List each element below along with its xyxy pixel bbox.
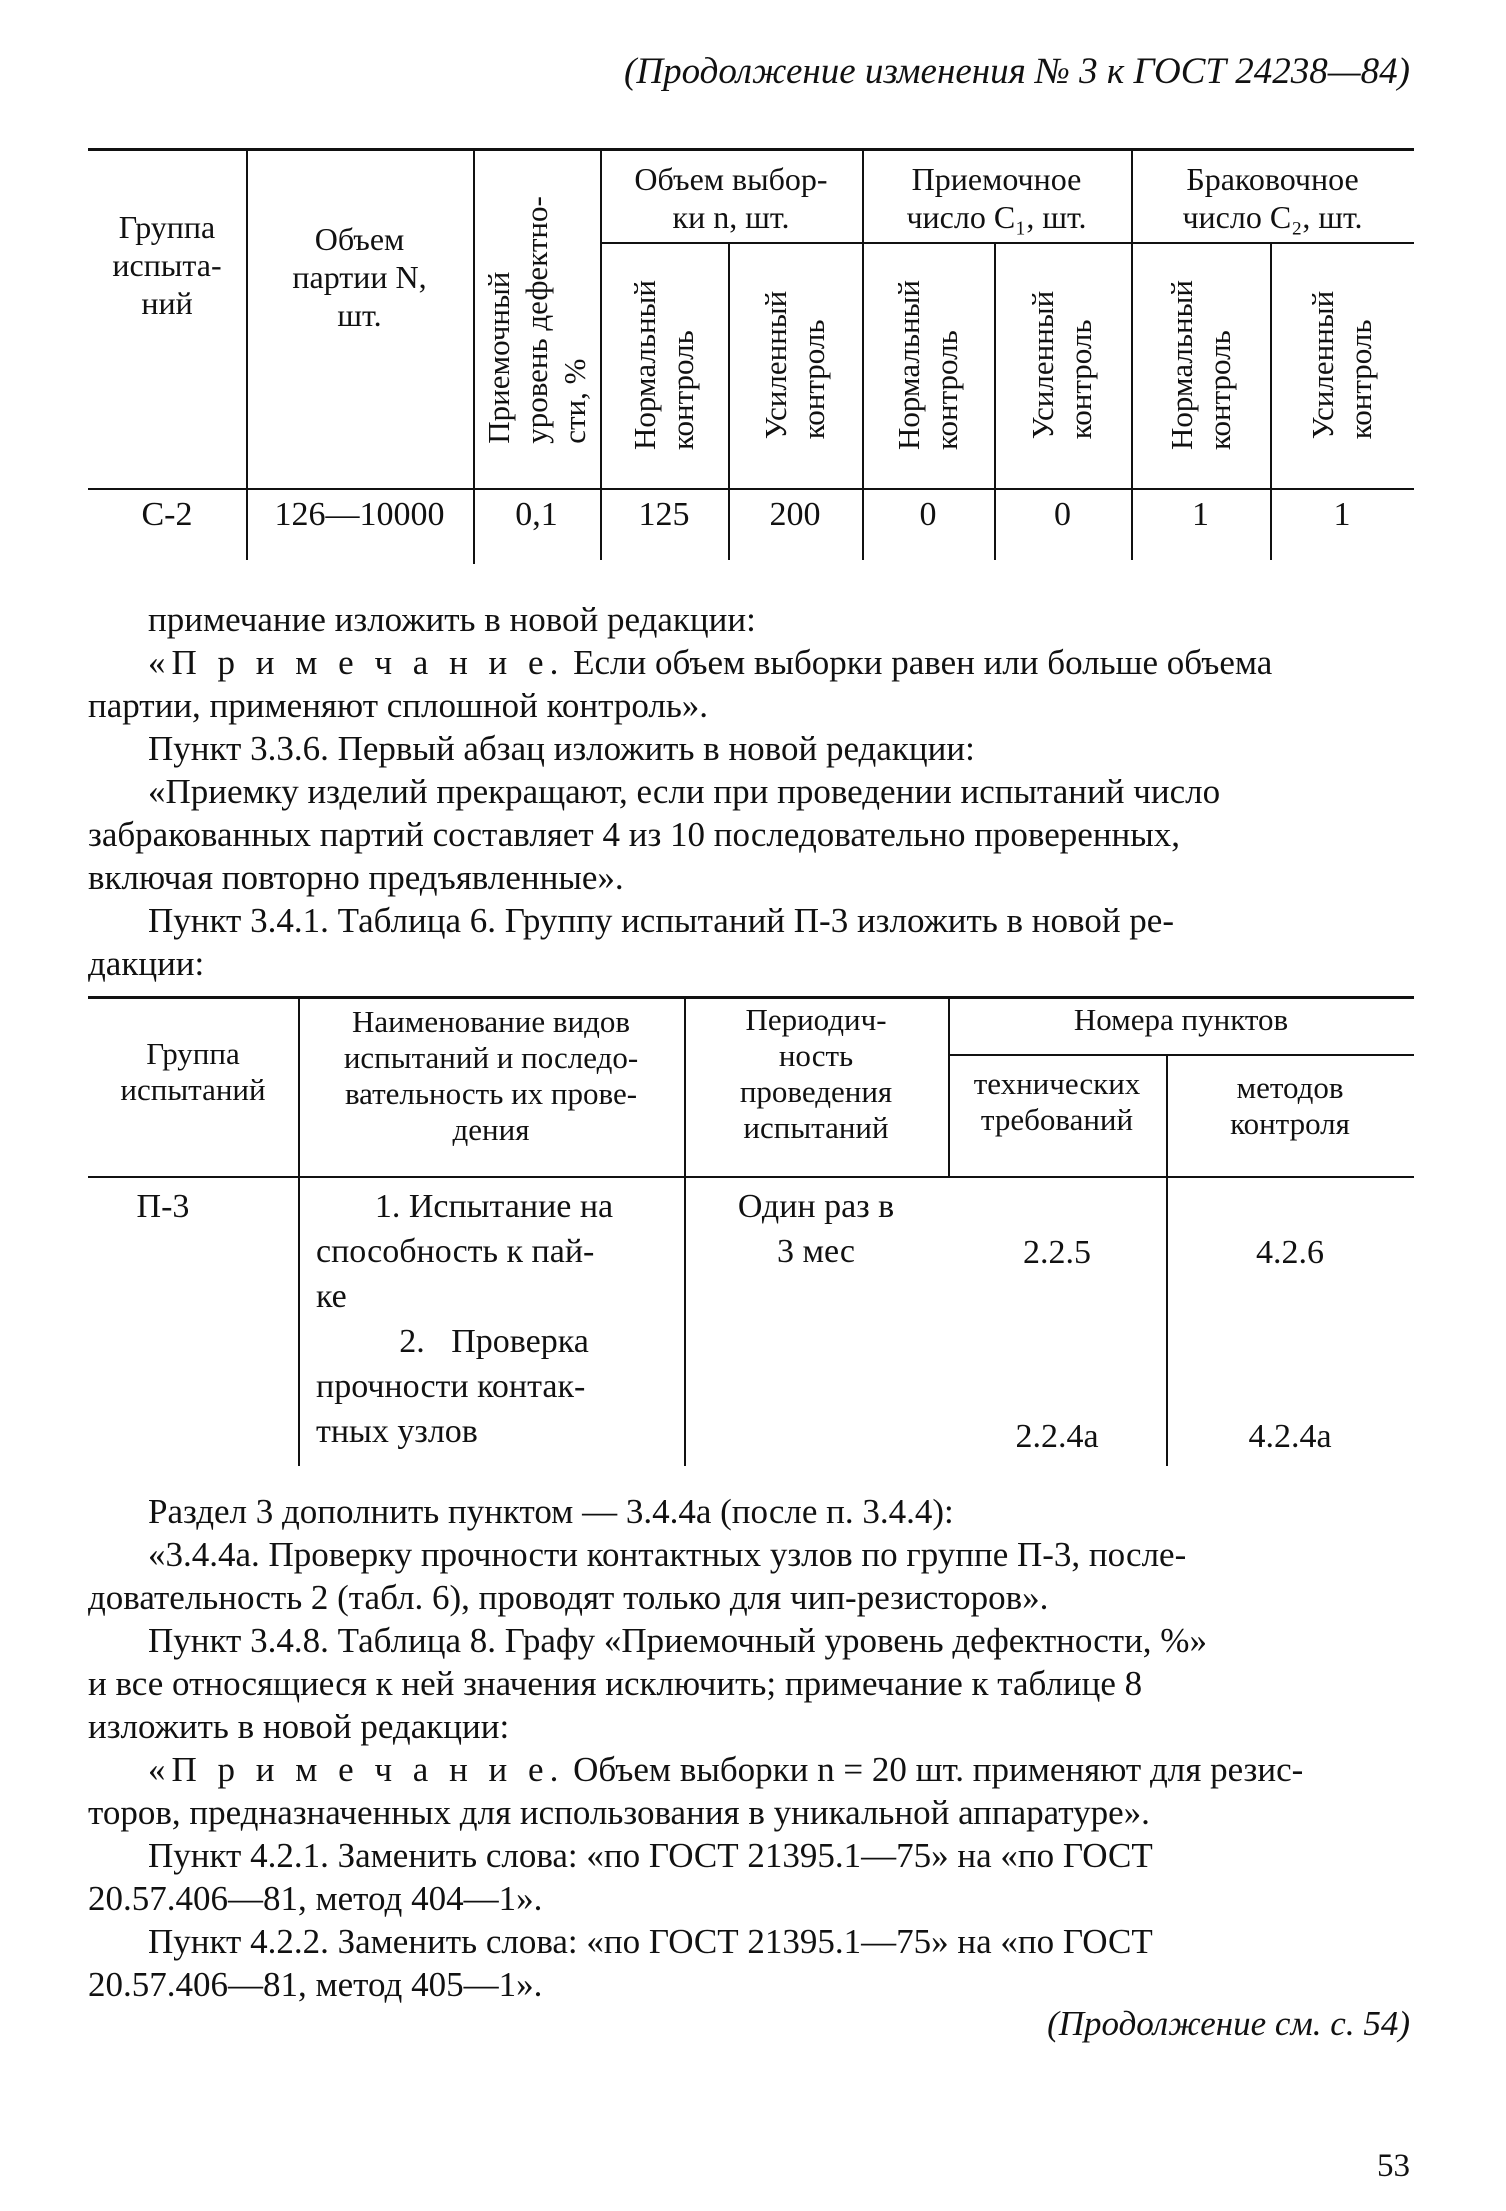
subheader-tightened: Усиленный контроль xyxy=(1025,290,1099,440)
header-aql: Приемочный уровень дефектно- сти, % xyxy=(480,196,592,444)
amendment-text-2: Раздел 3 дополнить пунктом — 3.4.4а (после п. 3.4.4): «3.4.4а. Проверку прочности контактных узлов по группе П-3, после- довательность 2 (табл. 6), проводят только для чип-резисторов». Пункт 3.4.8. Таблица 8. Графу «Приемочный уровень дефектности, %» и все относящиеся к ней значения исключить; примечание к таблице 8 изложить в новой редакции: «П р и м е ч а н и е. Объем выборки n = 20 шт. применяют для резис- торов, предназначенных для использования в уникальной аппаратуре». Пункт 4.2.1. Заменить слова: «по ГОСТ 21395.1—75» на «по ГОСТ 20.57.406—81, метод 404—1». Пункт 4.2.2. Заменить слова: «по ГОСТ 21395.1—75» на «по ГОСТ 20.57.406—81, метод 405—1». xyxy=(88,1490,1414,2006)
page-number: 53 xyxy=(1377,2148,1410,2184)
sampling-table xyxy=(88,148,1414,564)
table-rule xyxy=(88,996,1414,999)
table-rule xyxy=(600,242,1414,244)
subheader-tightened: Усиленный контроль xyxy=(758,290,831,440)
header-rejection-number: Браковочное число C₂, шт. xyxy=(1182,161,1363,235)
table-rule xyxy=(88,488,1414,490)
cell-accept-normal: 0 xyxy=(919,496,937,533)
subheader-normal: Нормальный контроль xyxy=(1163,280,1237,450)
note-line: «П р и м е ч а н и е. Если объем выборки равен или больше объема xyxy=(148,643,1273,682)
header-periodicity: Периодич- ность проведения испытаний xyxy=(739,1002,893,1145)
test-group-table xyxy=(88,996,1414,1466)
cell-sample-normal: 125 xyxy=(638,496,690,533)
cell-test-group: П-3 xyxy=(136,1188,190,1225)
header-technical-requirements: технических требований xyxy=(973,1066,1141,1137)
header-control-methods: методов контроля xyxy=(1230,1070,1350,1141)
cell-test-2: 2. Проверка прочности контак- тных узлов xyxy=(316,1323,589,1450)
subheader-normal: Нормальный контроль xyxy=(627,280,701,450)
cell-group: С-2 xyxy=(141,496,193,533)
cell-accept-tightened: 0 xyxy=(1054,496,1071,533)
continuation-header: (Продолжение изменения № 3 к ГОСТ 24238—84) xyxy=(624,51,1410,92)
cell-method-1: 4.2.6 xyxy=(1256,1234,1324,1271)
cell-method-2: 4.2.4а xyxy=(1248,1418,1332,1455)
note-line: «П р и м е ч а н и е. Объем выборки n = 20 шт. применяют для резис- xyxy=(148,1750,1304,1789)
header-group: Группа испыта- ний xyxy=(112,209,222,321)
header-lot-size: Объем партии N, шт. xyxy=(292,221,427,333)
table-rule xyxy=(88,148,1414,151)
cell-lot-size: 126—10000 xyxy=(274,496,445,533)
subheader-normal: Нормальный контроль xyxy=(891,280,965,450)
cell-tech-req-1: 2.2.5 xyxy=(1023,1234,1091,1271)
header-acceptance-number: Приемочное число C₁, шт. xyxy=(906,161,1087,235)
cell-tech-req-2: 2.2.4а xyxy=(1015,1418,1099,1455)
amendment-text-1: примечание изложить в новой редакции: «П р и м е ч а н и е. Если объем выборки равен или больше объема партии, применяют сплошной контроль». Пункт 3.3.6. Первый абзац изложить в новой редакции: «Приемку изделий прекращают, если при проведении испытаний число забракованных партий составляет 4 из 10 последовательно проверенных, включая повторно предъявленные». Пункт 3.4.1. Таблица 6. Группу испытаний П-3 изложить в новой ре- дакции: xyxy=(88,598,1414,985)
table-rule xyxy=(948,1054,1414,1056)
cell-sample-tightened: 200 xyxy=(769,496,821,533)
table-rule xyxy=(88,1176,1414,1178)
header-item-numbers: Номера пунктов xyxy=(1073,1002,1289,1037)
cell-periodicity: Один раз в 3 мес xyxy=(737,1188,895,1270)
header-sample-size: Объем выбор- ки n, шт. xyxy=(634,161,828,235)
subheader-tightened: Усиленный контроль xyxy=(1305,290,1378,440)
continuation-footer: (Продолжение см. с. 54) xyxy=(1047,2004,1410,2043)
header-test-group: Группа испытаний xyxy=(120,1036,266,1107)
header-test-name: Наименование видов испытаний и последо- вательность их прове- дения xyxy=(343,1004,639,1147)
cell-reject-tightened: 1 xyxy=(1333,496,1351,533)
cell-aql: 0,1 xyxy=(515,496,558,533)
cell-test-1: 1. Испытание на способность к пай- ке xyxy=(316,1188,614,1315)
cell-reject-normal: 1 xyxy=(1192,496,1209,533)
